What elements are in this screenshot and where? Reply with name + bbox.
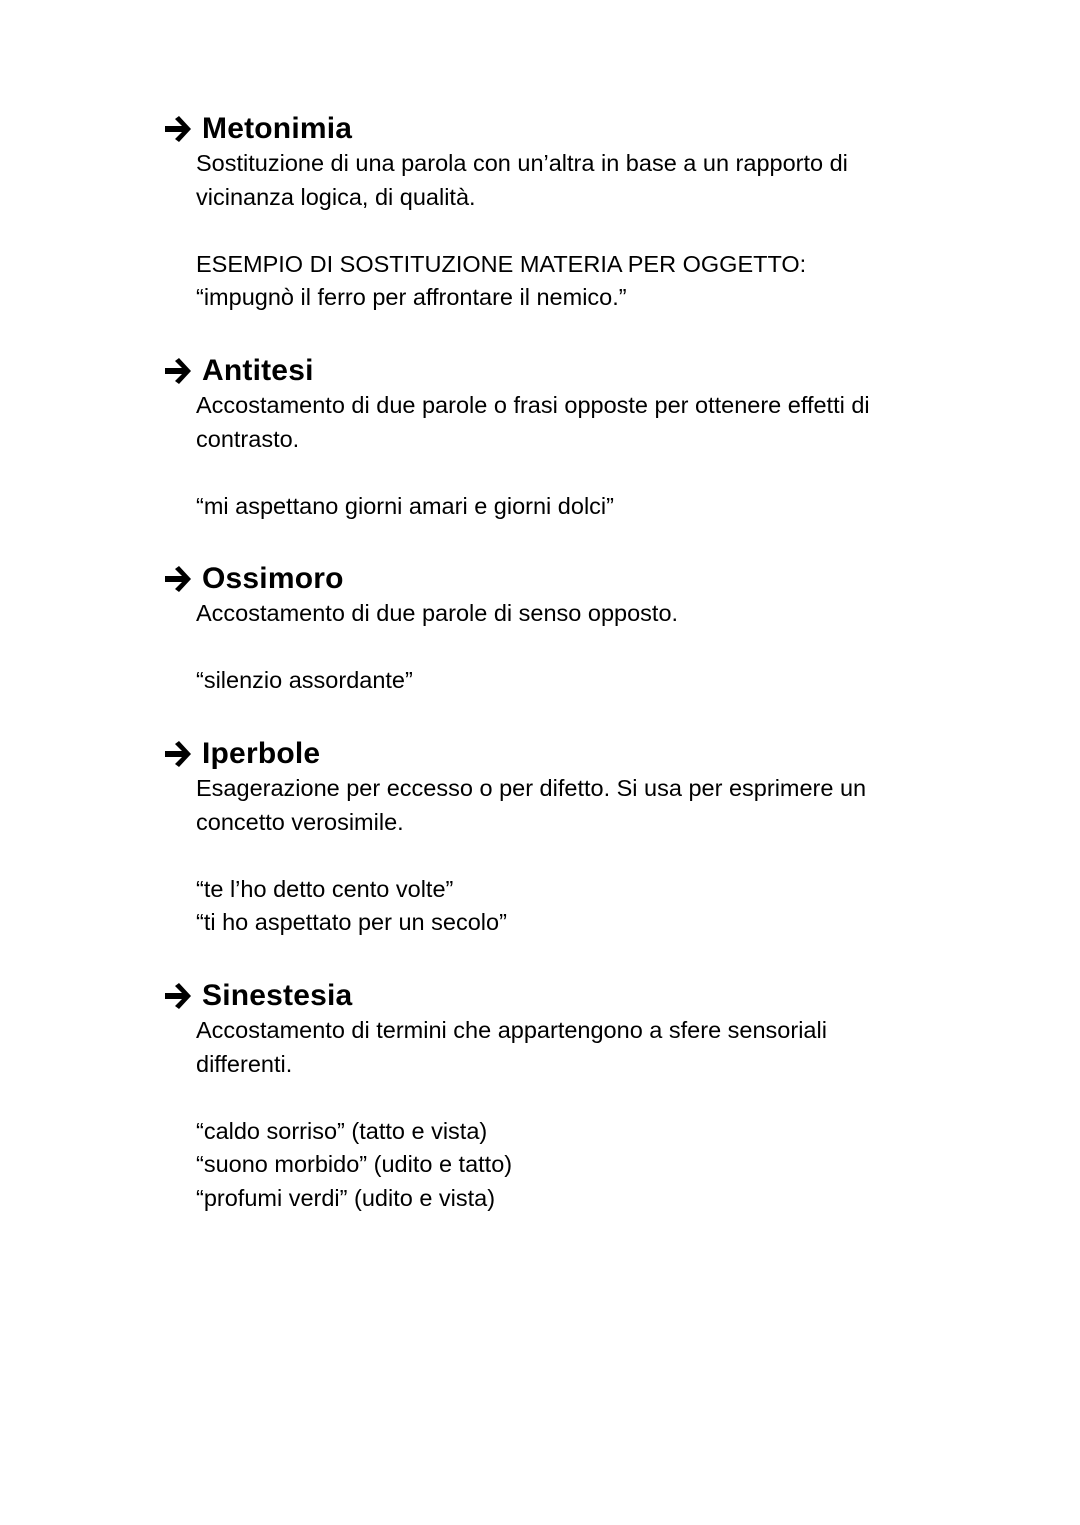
- section-body: [196, 597, 962, 698]
- section-heading: [162, 561, 962, 597]
- definition-line: Accostamento di due parole o frasi opposte per ottenere effetti di: [196, 392, 870, 418]
- section-heading: [162, 353, 962, 389]
- arrow-right-icon: [162, 356, 194, 386]
- definition-line: Accostamento di due parole di senso opposto.: [196, 600, 679, 626]
- section-title: Metonimia: [202, 112, 353, 145]
- section-body: [196, 389, 962, 523]
- section-heading: [162, 978, 962, 1014]
- definition-line: Accostamento di termini che appartengono a sfere sensoriali: [196, 1017, 827, 1043]
- definition-line: contrasto.: [196, 425, 300, 452]
- example-line: “suono morbido” (udito e tatto): [196, 1151, 513, 1177]
- arrow-right-icon: [162, 114, 194, 144]
- section-heading: [162, 111, 962, 147]
- section-title: Iperbole: [202, 737, 321, 770]
- definition-line: differenti.: [196, 1050, 293, 1077]
- section-sinestesia: [162, 978, 962, 1215]
- example-line: “te l’ho detto cento volte”: [196, 875, 454, 902]
- section-title: Sinestesia: [202, 979, 353, 1012]
- definition-line: vicinanza logica, di qualità.: [196, 183, 476, 210]
- example-line: “impugnò il ferro per affrontare il nemico.”: [196, 284, 627, 310]
- section-metonimia: [162, 111, 962, 315]
- example-line: “caldo sorriso” (tatto e vista): [196, 1117, 488, 1144]
- section-title: Ossimoro: [202, 562, 344, 595]
- arrow-right-icon: [162, 981, 194, 1011]
- section-iperbole: [162, 736, 962, 940]
- section-heading: [162, 736, 962, 772]
- example-line: “mi aspettano giorni amari e giorni dolci”: [196, 492, 614, 519]
- example-line: “silenzio assordante”: [196, 667, 413, 693]
- section-ossimoro: [162, 561, 962, 698]
- example-line: “ti ho aspettato per un secolo”: [196, 909, 507, 935]
- arrow-right-icon: [162, 564, 194, 594]
- section-body: [196, 772, 962, 940]
- section-body: [196, 1014, 962, 1215]
- definition-line: concetto verosimile.: [196, 808, 404, 835]
- section-antitesi: [162, 353, 962, 523]
- definition-line: Sostituzione di una parola con un’altra in base a un rapporto di: [196, 150, 848, 176]
- section-body: [196, 147, 962, 315]
- definition-line: Esagerazione per eccesso o per difetto. Si usa per esprimere un: [196, 775, 867, 801]
- example-line: “profumi verdi” (udito e vista): [196, 1184, 496, 1211]
- example-line: ESEMPIO DI SOSTITUZIONE MATERIA PER OGGETTO:: [196, 250, 807, 277]
- section-title: Antitesi: [202, 354, 314, 387]
- arrow-right-icon: [162, 739, 194, 769]
